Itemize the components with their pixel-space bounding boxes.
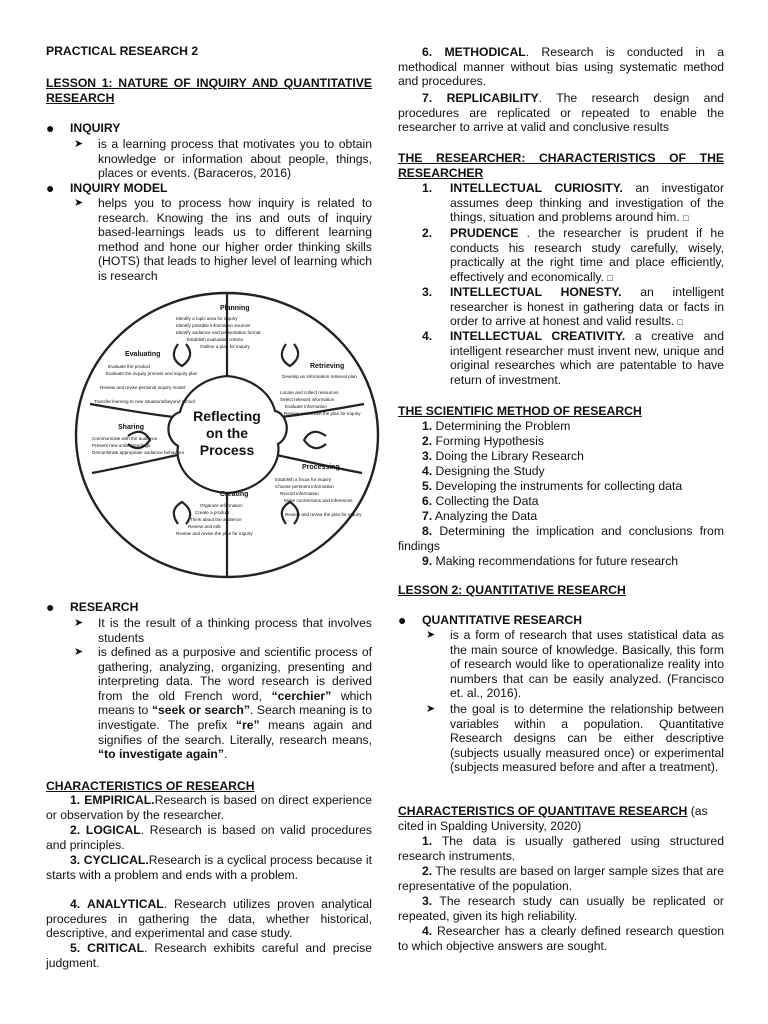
creating-item: Review and edit <box>188 524 221 529</box>
characteristic-item: 3. CYCLICAL.Research is a cyclical process because it starts with a problem and ends with a problem. <box>46 853 372 882</box>
processing-item: Make connections and inferences <box>284 498 353 503</box>
bullet-icon: ● <box>46 599 55 615</box>
puzzle-knob <box>304 432 326 448</box>
arrow-bullet-icon: ➤ <box>74 646 84 658</box>
sharing-item: Communicate with the audience <box>92 436 158 441</box>
inquiry-definition: ➤ is a learning process that motivates you to obtain knowledge or information about people, things, places or events. (Baraceros, 2016) <box>74 137 372 181</box>
evaluating-item: Transfer learning to new situations/beyond school <box>94 399 195 404</box>
quantitative-research-point-1: ➤ is a form of research that uses statistical data as the main source of knowledge. Basically, this form of research would like to operationalize reality into numbers that can be easily analyzed. (Francisco et. al., 2016). <box>426 628 724 701</box>
processing-item: Choose pertinent information <box>275 484 334 489</box>
processing-item: Review and revise the plan for inquiry <box>285 512 362 517</box>
scientific-step: 6. Collecting the Data <box>422 494 539 508</box>
bullet-icon: ● <box>46 180 55 196</box>
characteristic-item: 1. EMPIRICAL.Research is based on direct experience or observation by the researcher. <box>46 793 372 822</box>
research-point-2: ➤ is defined as a purposive and scientific process of gathering, analyzing, organizing, presenting and interpreting data. The word research is derived from the old French word, “cerchier” which means to “seek or search”. Search meaning is to investigate. The prefix “re” means again and signifies of the search. Literally, research means, “to investigate again”. <box>74 645 373 762</box>
scientific-step: 9. Making recommendations for future research <box>422 554 679 568</box>
research-point-1: ➤ It is the result of a thinking process that involves students <box>74 616 372 645</box>
retrieving-item: Locate and collect resources <box>280 390 339 395</box>
divider-left-lower <box>92 454 183 473</box>
diagram-center-line: Reflecting <box>193 408 261 424</box>
divider-left-upper <box>90 404 183 418</box>
planning-title: Planning <box>220 305 250 312</box>
sharing-item: Demonstrate appropriate audience behaviour <box>92 450 185 455</box>
placeholder-box-icon: □ <box>607 272 613 283</box>
scientific-step: 5. Developing the instruments for collecting data <box>422 479 683 493</box>
planning-item: Identify audience and presentation format <box>176 330 261 335</box>
bullet-icon: ● <box>46 120 55 136</box>
quantitative-characteristic: 4. Researcher has a clearly defined research question to which objective answers are sought. <box>398 924 724 953</box>
scientific-step: 4. Designing the Study <box>422 464 545 478</box>
retrieving-item: Select relevant information <box>280 397 335 402</box>
characteristics-quantitative-heading: CHARACTERISTICS OF QUANTITAVE RESEARCH (as cited in Spalding University, 2020) <box>398 804 708 833</box>
processing-title: Processing <box>302 464 340 471</box>
scientific-step: 8. Determining the implication and conclusions from findings <box>398 524 724 553</box>
puzzle-knob <box>282 344 298 366</box>
characteristics-research-heading: CHARACTERISTICS OF RESEARCH <box>46 779 255 793</box>
scientific-step: 2. Forming Hypothesis <box>422 434 544 448</box>
quantitative-characteristic: 1. The data is usually gathered using structured research instruments. <box>398 834 724 863</box>
characteristic-item: 2. LOGICAL. Research is based on valid procedures and principles. <box>46 823 373 852</box>
retrieving-item: Review and revise the plan for inquiry <box>284 411 361 416</box>
lesson1-heading: LESSON 1: NATURE OF INQUIRY AND QUANTITATIVE RESEARCH <box>46 76 372 105</box>
planning-item: Outline a plan for inquiry <box>200 344 250 349</box>
arrow-bullet-icon: ➤ <box>74 617 84 629</box>
researcher-item: 2. PRUDENCE . the researcher is prudent if he conducts his research study carefully, wisely, practically at the right time and place efficiently, effectively and economically. □ <box>422 226 724 284</box>
retrieving-item: Develop an information retrieval plan <box>282 374 357 379</box>
characteristic-item: 7. REPLICABILITY. The research design and procedures are replicated or repeated to enable the researcher to arrive at valid and conclusive results <box>398 91 724 135</box>
creating-item: Create a product <box>195 510 230 515</box>
puzzle-knob <box>174 344 190 366</box>
scientific-step: 1. Determining the Problem <box>422 419 571 433</box>
researcher-item: 3. INTELLECTUAL HONESTY. an intelligent researcher is honest in gathering data or facts in order to arrive at honest and valid results. □ <box>422 285 724 329</box>
placeholder-box-icon: □ <box>683 213 689 224</box>
scientific-step: 3. Doing the Library Research <box>422 449 584 463</box>
arrow-bullet-icon: ➤ <box>426 629 436 641</box>
quantitative-characteristic: 3. The research study can usually be replicated or repeated, given its high reliability. <box>398 894 724 923</box>
evaluating-item: Evaluate the inquiry process and inquiry plan <box>106 371 198 376</box>
researcher-item: 1. INTELLECTUAL CURIOSITY. an investigator assumes deep thinking and investigation of the things, situation and problems around him. □ <box>422 181 724 225</box>
creating-item: Organize information <box>200 503 243 508</box>
puzzle-knob <box>174 502 190 524</box>
quantitative-research-point-2: ➤ the goal is to determine the relationship between variables within a population. Quantitative Research designs can be either descriptive (subjects usually measured once) or experimental (subjects measured before and after a treatment). <box>426 702 724 775</box>
retrieving-item: Evaluate information <box>285 404 327 409</box>
lesson2-heading: LESSON 2: QUANTITATIVE RESEARCH <box>398 583 626 597</box>
creating-item: Think about the audience <box>190 517 242 522</box>
evaluating-item: Evaluate the product <box>108 364 151 369</box>
characteristic-item: 6. METHODICAL. Research is conducted in a methodical manner without bias using systematic method and procedures. <box>398 45 724 89</box>
researcher-heading: THE RESEARCHER: CHARACTERISTICS OF THE RESEARCHER <box>398 151 724 180</box>
bullet-icon: ● <box>398 612 407 628</box>
inquiry-model-diagram <box>70 286 384 584</box>
creating-title: Creating <box>220 491 249 498</box>
planning-item: Establish evaluation criteria <box>187 337 243 342</box>
scientific-method-heading: THE SCIENTIFIC METHOD OF RESEARCH <box>398 404 642 418</box>
diagram-center-line: Process <box>199 442 255 458</box>
creating-item: Review and revise the plan for inquiry <box>176 531 253 536</box>
quantitative-characteristic: 2. The results are based on larger sample sizes that are representative of the population. <box>398 864 724 893</box>
scientific-step: 7. Analyzing the Data <box>422 509 538 523</box>
planning-item: Identify a topic area for inquiry <box>176 316 238 321</box>
processing-item: Record information <box>280 491 319 496</box>
placeholder-box-icon: □ <box>677 317 684 328</box>
diagram-center-line: on the <box>206 425 248 441</box>
arrow-bullet-icon: ➤ <box>426 703 436 715</box>
researcher-item: 4. INTELLECTUAL CREATIVITY. a creative and intelligent researcher must invent new, unique and original researches which are patentable to have return of investment. <box>422 329 724 387</box>
document-title: PRACTICAL RESEARCH 2 <box>46 44 199 58</box>
evaluating-item: Review and revise personal inquiry model <box>100 385 186 390</box>
arrow-bullet-icon: ➤ <box>74 197 84 209</box>
characteristic-item: 5. CRITICAL. Research exhibits careful and precise judgment. <box>46 941 372 970</box>
inquiry-model-definition: ➤ helps you to process how inquiry is related to research. Knowing the ins and outs of inquiry based-learnings leads us to different learning method and hone our higher order thinking skills (HOTS) that leads to higher level of learning which is research <box>74 196 372 283</box>
sharing-title: Sharing <box>118 424 145 431</box>
sharing-item: Present new understandings <box>92 443 151 448</box>
processing-item: Establish a focus for inquiry <box>275 477 332 482</box>
retrieving-title: Retrieving <box>310 363 345 370</box>
characteristic-item: 4. ANALYTICAL. Research utilizes proven analytical procedures in gathering the data, whether historical, descriptive, and experimental and case study. <box>46 897 372 941</box>
planning-item: Identify possible information sources <box>176 323 251 328</box>
evaluating-title: Evaluating <box>125 351 161 358</box>
arrow-bullet-icon: ➤ <box>74 138 84 150</box>
